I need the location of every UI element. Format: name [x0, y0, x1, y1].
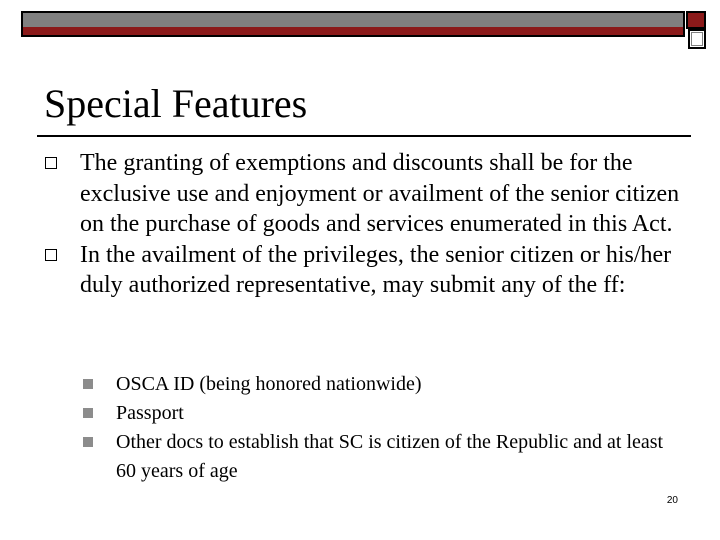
page-number: 20 [666, 495, 678, 506]
sub-bullet-item [80, 428, 680, 486]
hollow-square-bullet-icon [45, 157, 57, 169]
sub-bullet-text: Other docs to establish that SC is citizen of the Republic and at least 60 years of age [116, 431, 664, 482]
bullet-list [44, 148, 694, 301]
bullet-text: In the availment of the privileges, the senior citizen or his/her duly authorized representative, may submit any of the ff: [80, 241, 672, 298]
sub-bullet-list [80, 370, 680, 486]
filled-square-bullet-icon [83, 379, 93, 389]
hollow-square-bullet-icon [45, 249, 57, 261]
sub-bullet-text: Passport [116, 402, 184, 424]
bullet-text: The granting of exemptions and discounts shall be for the exclusive use and enjoyment or availment of the senior citizen on the purchase of goods and services enumerated in this Act. [80, 150, 680, 237]
title-divider [37, 135, 691, 137]
slide-title: Special Features [44, 81, 308, 126]
filled-square-bullet-icon [83, 408, 93, 418]
bullet-item [44, 240, 694, 301]
sub-bullet-item [80, 370, 680, 399]
top-decorative-bar [21, 11, 685, 37]
corner-decoration [686, 11, 708, 39]
bullet-item [44, 148, 694, 240]
sub-bullet-item [80, 399, 680, 428]
corner-red-square [686, 11, 706, 29]
sub-bullet-text: OSCA ID (being honored nationwide) [116, 373, 422, 395]
top-bar-accent-stripe [23, 27, 683, 35]
corner-outline-square [688, 29, 706, 49]
filled-square-bullet-icon [83, 437, 93, 447]
